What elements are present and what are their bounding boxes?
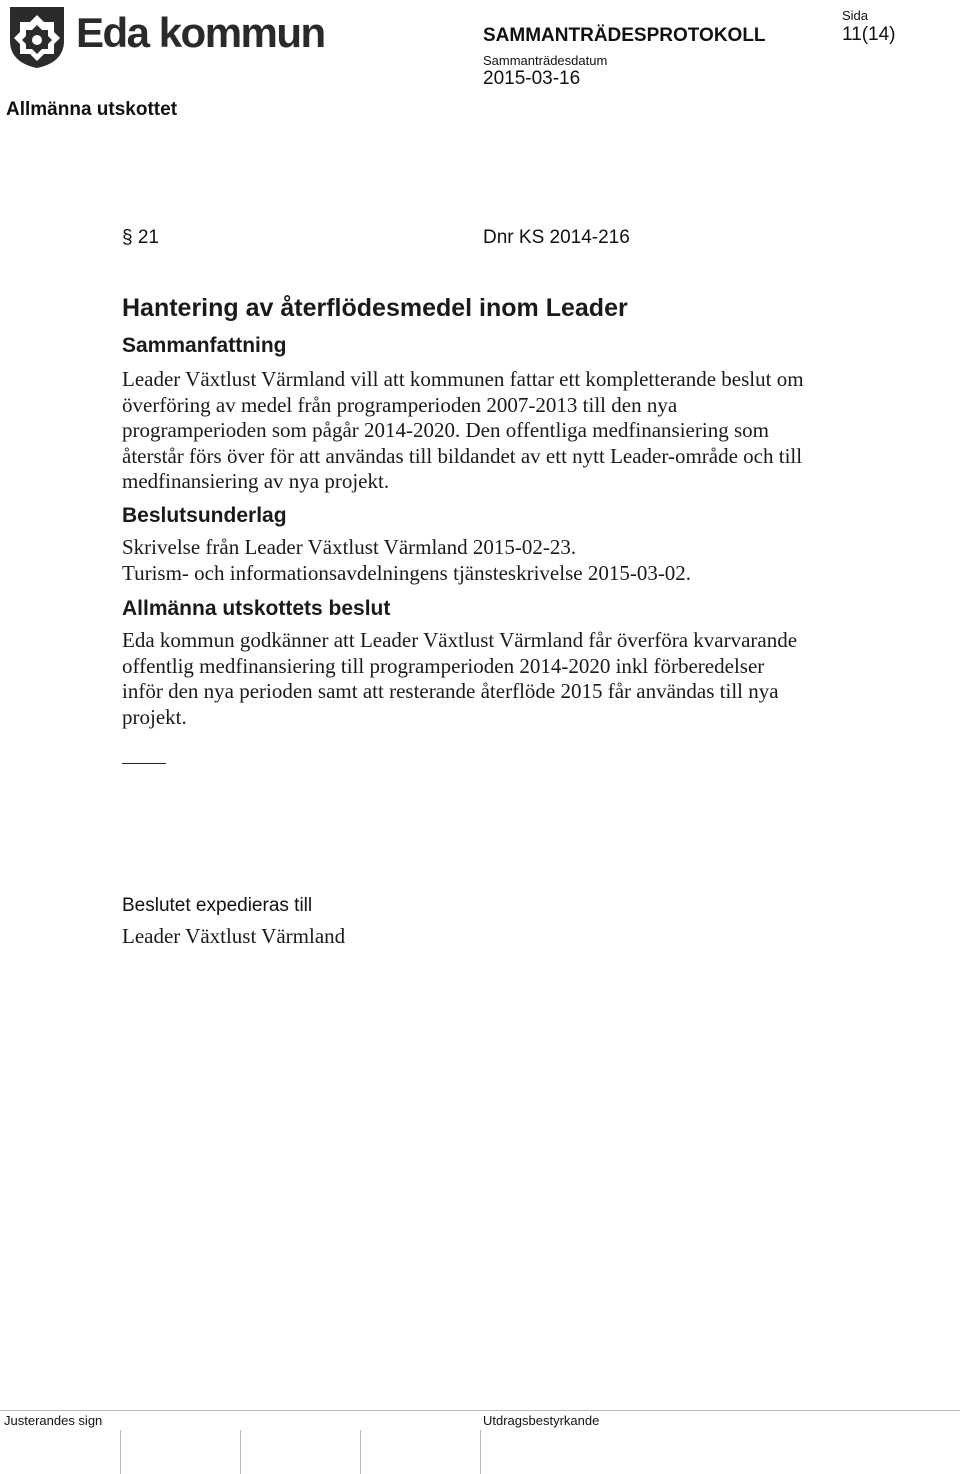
summary-heading: Sammanfattning — [122, 334, 287, 357]
signature-box-divider — [480, 1430, 481, 1474]
dispatch-heading: Beslutet expedieras till — [122, 895, 313, 916]
basis-item: Turism- och informationsavdelningens tjänsteskrivelse 2015-03-02. — [122, 560, 692, 585]
footer-divider — [0, 1410, 960, 1411]
meeting-date-value: 2015-03-16 — [483, 68, 581, 89]
paragraph-number: § 21 — [122, 227, 159, 248]
committee-name: Allmänna utskottet — [6, 99, 178, 120]
summary-text: Leader Växtlust Värmland vill att kommunen fattar ett kompletterande beslut om överföring av medel från programperioden 2007-2013 till den nya programperioden som pågår 2014-2020. Den offentliga medfinansiering som återstår förs över för att användas till bildandet av ett nytt Leader-område och till medfinansiering av nya projekt. — [122, 367, 804, 493]
page-label: Sida — [842, 8, 869, 23]
decision-heading: Allmänna utskottets beslut — [122, 597, 391, 620]
page-number: 11(14) — [842, 24, 896, 45]
document-type: SAMMANTRÄDESPROTOKOLL — [483, 25, 766, 46]
basis-item: Skrivelse från Leader Växtlust Värmland 2015-02-23. — [122, 535, 577, 559]
decision-text: Eda kommun godkänner att Leader Växtlust Värmland får överföra kvarvarande offentlig medfinansiering till programperioden 2014-2020 inkl förberedelser inför den nya perioden samt att resterande återflöde 2015 får användas till nya projekt. — [122, 628, 798, 729]
dispatch-recipient: Leader Växtlust Värmland — [122, 924, 346, 948]
signature-box-divider — [360, 1430, 361, 1474]
signature-box-divider — [120, 1430, 121, 1474]
item-title: Hantering av återflödesmedel inom Leader — [122, 294, 628, 322]
section-divider — [122, 763, 166, 764]
adjuster-signature-label: Justerandes sign — [4, 1413, 103, 1428]
meeting-date-label: Sammanträdesdatum — [483, 53, 608, 68]
decision-basis-list — [122, 535, 822, 586]
decision-basis-heading: Beslutsunderlag — [122, 504, 287, 527]
eda-kommun-logo-icon — [8, 5, 66, 69]
extract-certification-label: Utdragsbestyrkande — [483, 1413, 600, 1428]
signature-box-divider — [240, 1430, 241, 1474]
brand-name: Eda kommun — [76, 9, 325, 56]
case-number: Dnr KS 2014-216 — [483, 227, 630, 248]
